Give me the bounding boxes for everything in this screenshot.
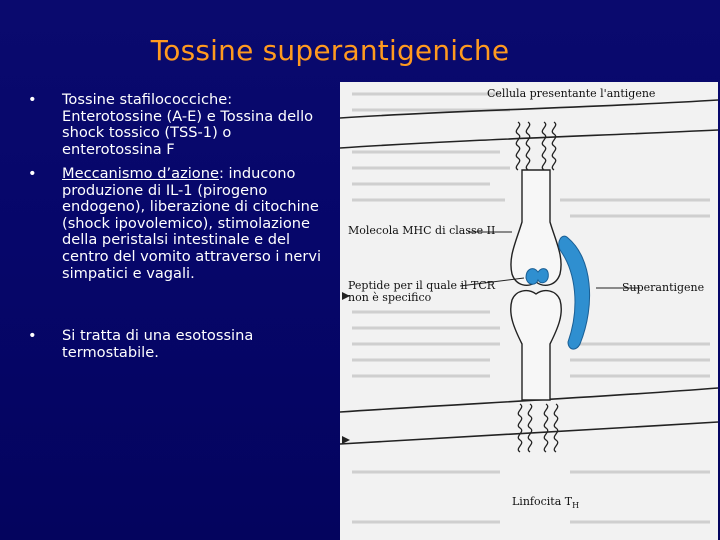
bullet-item-mechanism	[28, 166, 328, 282]
bullet-marker: •	[28, 327, 37, 344]
bullet-text: Si tratta di una esotossina termostabile.	[62, 327, 254, 361]
label-peptide-line-2: non è specifico	[348, 291, 432, 304]
bullet-item-thermostable	[28, 328, 328, 361]
tcr-molecule	[511, 291, 562, 400]
label-apc: Cellula presentante l'antigene	[487, 87, 656, 100]
superantigen-diagram	[340, 82, 718, 540]
bullet-marker: •	[28, 165, 37, 182]
peptide-shape	[526, 269, 548, 285]
tcr-transmembrane-helices	[518, 404, 557, 452]
superantigen-shape	[559, 236, 590, 349]
label-peptide-line-1: Peptide per il quale il TCR	[348, 279, 496, 292]
edge-arrow-marks	[342, 292, 350, 444]
label-lymphocyte	[512, 496, 579, 512]
label-lymphocyte-text: Linfocita T	[512, 495, 573, 508]
label-lymphocyte-subscript: H	[572, 501, 580, 511]
label-superantigen: Superantigene	[622, 281, 705, 294]
mhc-transmembrane-helices	[516, 122, 555, 170]
bullet-text: Tossine stafilococciche: Enterotossine (A-E) e Tossina dello shock tossico (TSS-1) o enterotossina F	[62, 91, 314, 158]
bullet-text: : inducono produzione di IL-1 (pirogeno endogeno), liberazione di citochine (shock ipovolemico), stimolazione della peristalsi intestinale e del centro del vomito attraverso i nervi simpatici e vagali.	[62, 165, 322, 282]
bullet-item-toxins	[28, 92, 328, 158]
label-peptide	[348, 280, 495, 304]
diagram-drawing	[340, 82, 718, 540]
slide-title: Tossine superantigeniche	[150, 34, 510, 67]
label-mhc: Molecola MHC di classe II	[348, 224, 496, 237]
bullet-underlined-term: Meccanismo d’azione	[62, 165, 219, 182]
mhc-class-ii-molecule	[511, 170, 561, 285]
bullet-marker: •	[28, 91, 37, 108]
